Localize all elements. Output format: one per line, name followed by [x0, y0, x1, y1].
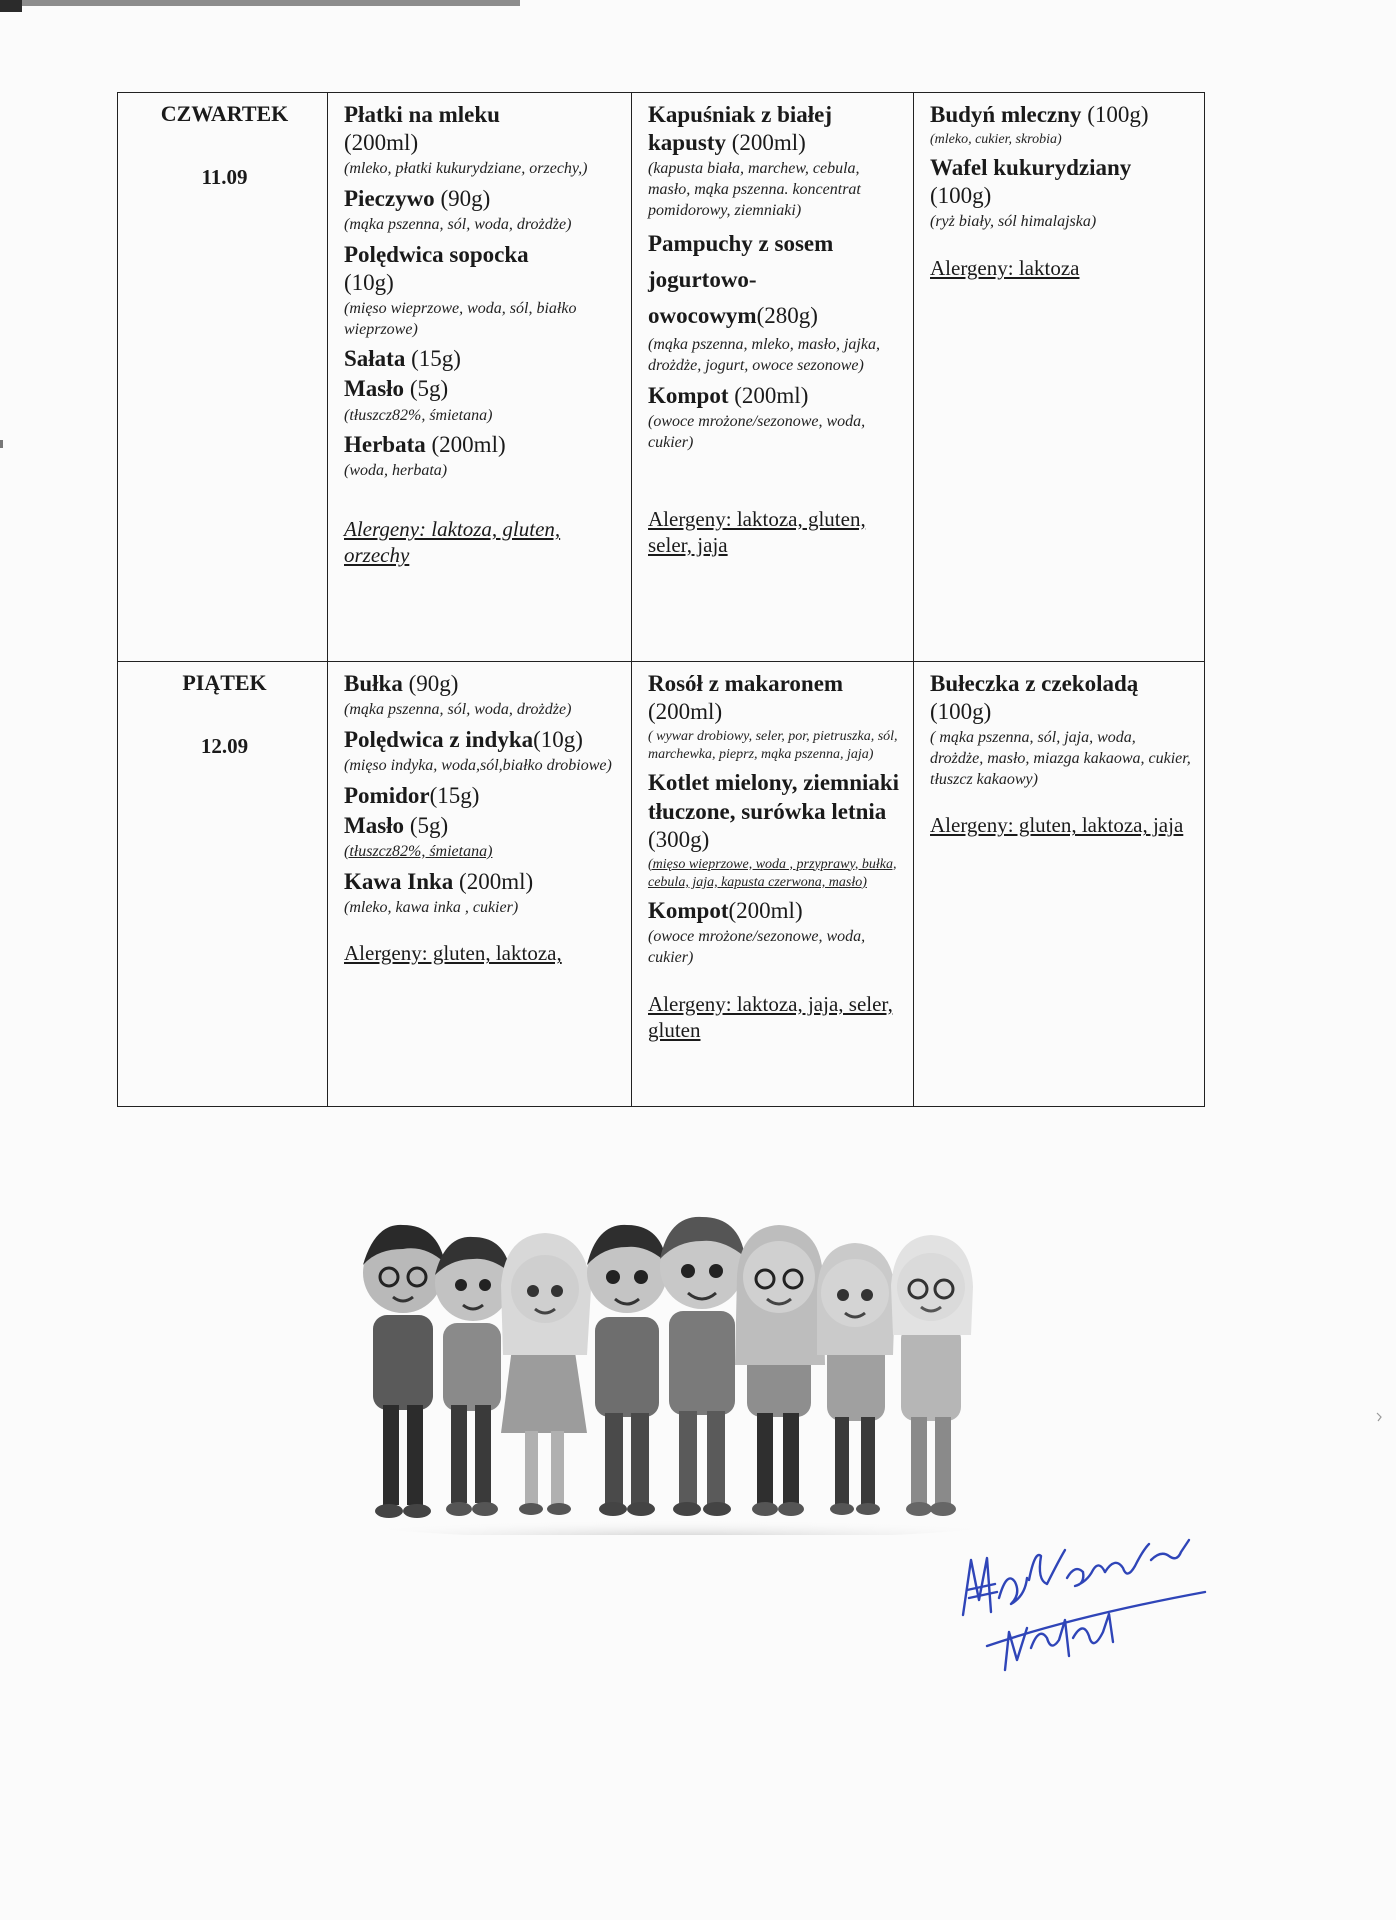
dish-ingredients: (mięso wieprzowe, woda , przyprawy, bułka, cebula, jaja, kapusta czerwona, masło)	[648, 856, 897, 890]
dish	[648, 226, 901, 333]
scan-margin-mark	[0, 440, 3, 448]
dish-qty: (200ml)	[344, 130, 419, 156]
meal-cell-snack	[914, 93, 1205, 662]
dish	[344, 345, 619, 373]
allergens-note: Alergeny: gluten, laktoza,	[344, 941, 562, 966]
menu-row-thursday	[118, 93, 1205, 662]
dish-qty: (200ml)	[734, 383, 809, 408]
dish-name: Kawa Inka	[344, 868, 454, 894]
dish-qty: (10g)	[533, 726, 583, 752]
dish-name: Budyń mleczny	[930, 102, 1082, 127]
dish	[648, 101, 901, 157]
dish-qty: (300g)	[648, 826, 710, 852]
dish-name: Pieczywo	[344, 185, 435, 211]
dish	[344, 375, 619, 403]
dish-ingredients: (mleko, kawa inka , cukier)	[344, 898, 519, 916]
dish-name: Bułeczka z czekoladą	[930, 671, 1139, 696]
dish-name: Polędwica sopocka	[344, 241, 529, 267]
dish-ingredients: (ryż biały, sól himalajska)	[930, 213, 1097, 231]
day-date: 12.09	[200, 734, 249, 758]
dish-ingredients: (owoce mrożone/sezonowe, woda, cukier)	[648, 413, 866, 451]
signature	[955, 1520, 1215, 1685]
menu-table	[117, 92, 1205, 1107]
dish	[344, 812, 619, 840]
dish-ingredients: (mąka pszenna, sól, woda, drożdże)	[344, 215, 572, 233]
scan-corner-mark	[0, 0, 22, 12]
dish-qty: (15g)	[411, 346, 461, 372]
day-cell	[118, 662, 328, 1107]
children-group-illustration	[355, 1205, 1005, 1535]
dish	[930, 154, 1192, 210]
dish-ingredients: (kapusta biała, marchew, cebula, masło, mąka pszenna. koncentrat pomidorowy, ziemniaki)	[648, 160, 861, 219]
dish-name: Kapuśniak z białej kapusty	[648, 102, 833, 156]
dish-ingredients: (mięso indyka, woda,sól,białko drobiowe)	[344, 756, 612, 774]
meal-cell-lunch	[632, 662, 914, 1107]
dish	[344, 782, 619, 810]
dish-qty: (100g)	[930, 183, 992, 209]
dish-qty: (200ml)	[731, 130, 806, 156]
day-name: CZWARTEK	[160, 101, 289, 126]
child-figure	[587, 1225, 667, 1516]
allergens-note: Alergeny: laktoza, jaja, seler, gluten	[648, 991, 893, 1042]
day-date: 11.09	[201, 165, 248, 189]
dish-name: Kompot	[648, 897, 729, 923]
dish-name: Rosół z makaronem	[648, 671, 844, 696]
dish-name: Polędwica z indyka	[344, 726, 534, 752]
dish-qty: (200ml)	[728, 897, 803, 923]
dish-qty: (90g)	[440, 185, 491, 211]
dish	[344, 431, 619, 459]
dish-name: Wafel kukurydziany	[930, 155, 1132, 181]
dish-name: Herbata	[344, 432, 426, 458]
dish	[344, 670, 619, 698]
dish-name: Kompot	[648, 383, 729, 408]
dish	[648, 897, 901, 925]
dish-ingredients: (mleko, cukier, skrobia)	[930, 132, 1062, 148]
child-figure	[735, 1225, 825, 1516]
dish	[344, 726, 619, 754]
child-figure	[660, 1217, 745, 1516]
dish-qty: (280g)	[756, 302, 818, 328]
scan-speck	[1376, 1412, 1382, 1422]
dish-qty: (5g)	[409, 812, 449, 838]
dish	[648, 769, 901, 853]
dish-name: Płatki na mleku	[344, 102, 500, 127]
allergens-note: Alergeny: laktoza, gluten, seler, jaja	[648, 506, 866, 557]
dish-ingredients: (tłuszcz82%, śmietana)	[344, 406, 493, 424]
meal-cell-breakfast	[328, 93, 632, 662]
child-figure	[817, 1243, 895, 1515]
dish-ingredients: ( wywar drobiowy, seler, por, pietruszka, sól, marchewka, pieprz, mąka pszenna, jaja)	[648, 729, 898, 763]
dish-qty: (200ml)	[459, 868, 534, 894]
dish-qty: (200ml)	[648, 699, 723, 725]
child-figure	[363, 1225, 445, 1518]
allergens-note: Alergeny: laktoza	[930, 256, 1080, 281]
child-figure	[435, 1237, 511, 1516]
dish-name: Pomidor	[344, 782, 430, 808]
dish-name: Bułka	[344, 671, 403, 696]
dish-ingredients: (mleko, płatki kukurydziane, orzechy,)	[344, 160, 588, 178]
dish-ingredients: ( mąka pszenna, sól, jaja, woda, drożdże, masło, miazga kakaowa, cukier, tłuszcz kakaowy)	[930, 729, 1191, 788]
dish	[930, 670, 1192, 726]
dish-ingredients: (mięso wieprzowe, woda, sól, białko wieprzowe)	[344, 299, 577, 338]
child-figure	[891, 1235, 973, 1516]
allergens-note: Alergeny: gluten, laktoza, jaja	[930, 813, 1184, 838]
dish-name: Masło	[344, 376, 405, 402]
dish-qty: (90g)	[408, 671, 459, 696]
dish	[930, 101, 1192, 129]
dish-ingredients: (mąka pszenna, mleko, masło, jajka, drożdże, jogurt, owoce sezonowe)	[648, 336, 880, 375]
dish-qty: (15g)	[429, 782, 480, 808]
day-name: PIĄTEK	[182, 670, 267, 695]
dish-qty: (200ml)	[431, 432, 506, 458]
allergens-note: Alergeny: laktoza, gluten, orzechy	[344, 517, 561, 568]
scan-edge-mark	[0, 0, 520, 6]
meal-cell-breakfast	[328, 662, 632, 1107]
dish	[344, 241, 619, 297]
dish-qty: (100g)	[930, 699, 992, 725]
dish-name: Kotlet mielony, ziemniaki tłuczone, surówka letnia	[648, 770, 900, 824]
dish-qty: (5g)	[409, 376, 449, 402]
dish	[648, 670, 901, 726]
dish	[344, 868, 619, 896]
dish-name: Masło	[344, 812, 405, 838]
child-figure	[501, 1233, 591, 1515]
dish-name: Sałata	[344, 346, 406, 372]
day-cell	[118, 93, 328, 662]
dish-ingredients: (tłuszcz82%, śmietana)	[344, 842, 493, 860]
meal-cell-snack	[914, 662, 1205, 1107]
dish	[344, 101, 619, 157]
dish-qty: (10g)	[344, 269, 394, 295]
dish-ingredients: (woda, herbata)	[344, 462, 448, 480]
meal-cell-lunch	[632, 93, 914, 662]
dish-ingredients: (mąka pszenna, sól, woda, drożdże)	[344, 701, 572, 719]
dish	[648, 382, 901, 410]
dish	[344, 185, 619, 213]
dish-name: Pampuchy z sosem jogurtowo-owocowym	[648, 231, 834, 328]
dish-ingredients: (owoce mrożone/sezonowe, woda, cukier)	[648, 928, 866, 966]
dish-qty: (100g)	[1087, 102, 1149, 127]
menu-row-friday	[118, 662, 1205, 1107]
